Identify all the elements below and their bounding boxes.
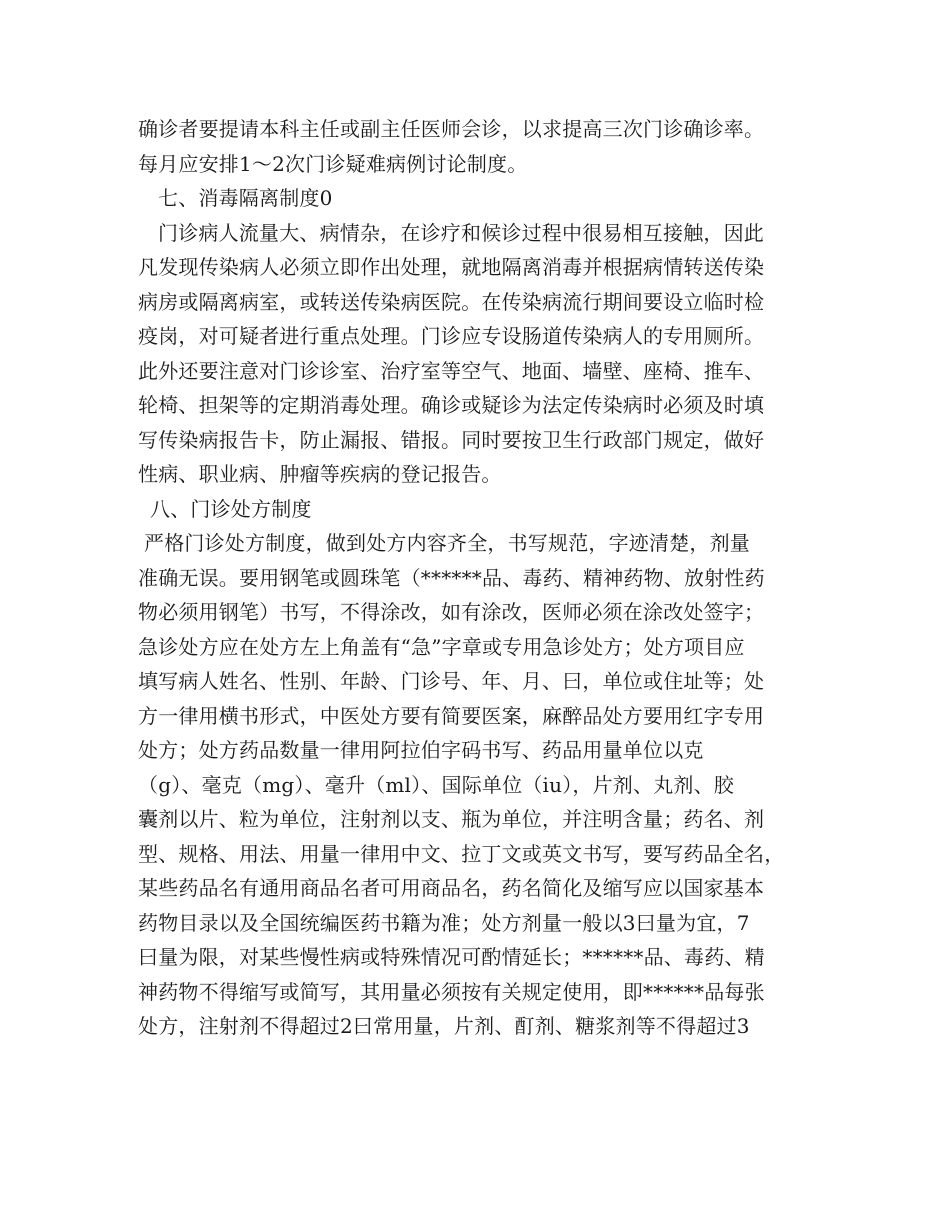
paragraph-line: 性病、职业病、肿瘤等疾病的登记报告。	[138, 462, 502, 486]
paragraph-line: 某些药品名有通用商品名者可用商品名，药名简化及缩写应以国家基本	[138, 876, 765, 900]
paragraph-line: 疫岗，对可疑者进行重点处理。门诊应专设肠道传染病人的专用厕所。	[138, 324, 765, 348]
paragraph-line: 病房或隔离病室，或转送传染病医院。在传染病流行期间要设立临时检	[138, 289, 765, 314]
paragraph-line: 囊剂以片、粒为单位，注射剂以支、瓶为单位，并注明含量；药名、剂	[138, 807, 765, 831]
paragraph-line: 轮椅、担架等的定期消毒处理。确诊或疑诊为法定传染病时必须及时填	[138, 393, 765, 417]
paragraph-line: 确诊者要提请本科主任或副主任医师会诊，以求提高三次门诊确诊率。	[138, 117, 765, 141]
paragraph-line: 准确无误。要用钢笔或圆珠笔（******品、毒药、精神药物、放射性药	[138, 565, 765, 590]
section-heading-prescription: 八、门诊处方制度	[150, 496, 312, 521]
paragraph-line: 处方，注射剂不得超过2曰常用量，片剂、酊剂、糖浆剂等不得超过3	[138, 1014, 750, 1038]
paragraph-line: （g）、毫克（mg）、毫升（ml）、国际单位（iu），片剂、丸剂、胶	[138, 772, 735, 797]
paragraph-line: 曰量为限，对某些慢性病或特殊情况可酌情延长；******品、毒药、精	[138, 945, 765, 969]
paragraph-line: 处方；处方药品数量一律用阿拉伯字码书写、药品用量单位以克	[138, 738, 704, 762]
paragraph-line: 方一律用横书形式，中医处方要有简要医案，麻醉品处方要用红字专用	[138, 703, 765, 728]
paragraph-line: 写传染病报告卡，防止漏报、错报。同时要按卫生行政部门规定，做好	[138, 427, 765, 452]
paragraph-line: 物必须用钢笔）书写，不得涂改，如有涂改，医师必须在涂改处签字；	[138, 600, 765, 624]
paragraph-line: 型、规格、用法、用量一律用中文、拉丁文或英文书写，要写药品全名，	[138, 841, 785, 866]
paragraph-line: 门诊病人流量大、病情杂，在诊疗和候诊过程中很易相互接触，因此	[158, 220, 764, 245]
section-heading-disinfection: 七、消毒隔离制度0	[158, 186, 333, 210]
paragraph-line: 严格门诊处方制度，做到处方内容齐全，书写规范，字迹清楚，剂量	[144, 531, 750, 555]
paragraph-line: 神药物不得缩写或简写，其用量必须按有关规定使用，即******品每张	[138, 979, 765, 1004]
document-body	[138, 112, 818, 1044]
paragraph-line: 填写病人姓名、性别、年龄、门诊号、年、月、曰，单位或住址等；处	[138, 669, 765, 693]
paragraph-line: 药物目录以及全国统编医药书籍为准；处方剂量一般以3曰量为宜，7	[138, 910, 750, 935]
paragraph-line: 凡发现传染病人必须立即作出处理，就地隔离消毒并根据病情转送传染	[138, 255, 765, 279]
paragraph-line: 此外还要注意对门诊诊室、治疗室等空气、地面、墙壁、座椅、推车、	[138, 358, 765, 383]
paragraph-line: 每月应安排1～2次门诊疑难病例讨论制度。	[138, 151, 528, 176]
paragraph-line: 急诊处方应在处方左上角盖有“急”字章或专用急诊处方；处方项目应	[138, 634, 745, 659]
